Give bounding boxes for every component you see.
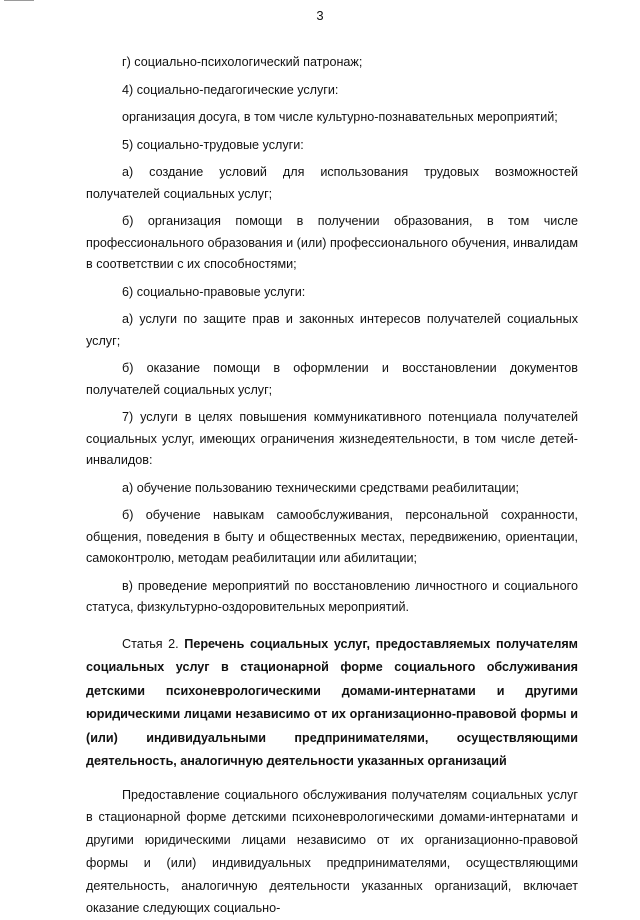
list-item: в) проведение мероприятий по восстановлению личностного и социального статуса, физкультурно-оздоровительных мероприятий. xyxy=(86,576,578,619)
scan-corner-mark xyxy=(4,0,34,3)
document-content xyxy=(86,52,578,920)
list-item: а) создание условий для использования трудовых возможностей получателей социальных услуг; xyxy=(86,162,578,205)
article-heading xyxy=(86,633,578,774)
article-label: Статья 2. xyxy=(122,637,179,651)
article-body-paragraph: Предоставление социального обслуживания получателям социальных услуг в стационарной форме детскими психоневрологическими домами-интернатами и другими юридическими лицами независимо от их организационно-правовой формы и (или) индивидуальных предпринимателями, осуществляющими деятельность, аналогичную деятельности указанных организаций, включает оказание следующих социально- xyxy=(86,784,578,920)
article-title: Перечень социальных услуг, предоставляемых получателям социальных услуг в стационарной форме социального обслуживания детскими психоневрологическими домами-интернатами и другими юридическими лицами независимо от их организационно-правовой формы и (или) индивидуальными предпринимателями, осуществляющими деятельность, аналогичную деятельности указанных организаций xyxy=(86,637,578,769)
list-item: б) обучение навыкам самообслуживания, персональной сохранности, общения, поведения в быту и общественных местах, передвижению, ориентации, самоконтролю, методам реабилитации или абилитации; xyxy=(86,505,578,570)
list-item: организация досуга, в том числе культурно-познавательных мероприятий; xyxy=(86,107,578,129)
list-item: г) социально-психологический патронаж; xyxy=(86,52,578,74)
list-item: 4) социально-педагогические услуги: xyxy=(86,80,578,102)
list-item: 7) услуги в целях повышения коммуникативного потенциала получателей социальных услуг, имеющих ограничения жизнедеятельности, в том числе детей-инвалидов: xyxy=(86,407,578,472)
list-item: а) услуги по защите прав и законных интересов получателей социальных услуг; xyxy=(86,309,578,352)
list-item: а) обучение пользованию техническими средствами реабилитации; xyxy=(86,478,578,500)
list-item: б) оказание помощи в оформлении и восстановлении документов получателей социальных услуг; xyxy=(86,358,578,401)
list-item: 5) социально-трудовые услуги: xyxy=(86,135,578,157)
list-item: б) организация помощи в получении образования, в том числе профессионального образования и (или) профессионального обучения, инвалидам в соответствии с их способностями; xyxy=(86,211,578,276)
page-number: 3 xyxy=(0,8,640,23)
list-item: 6) социально-правовые услуги: xyxy=(86,282,578,304)
